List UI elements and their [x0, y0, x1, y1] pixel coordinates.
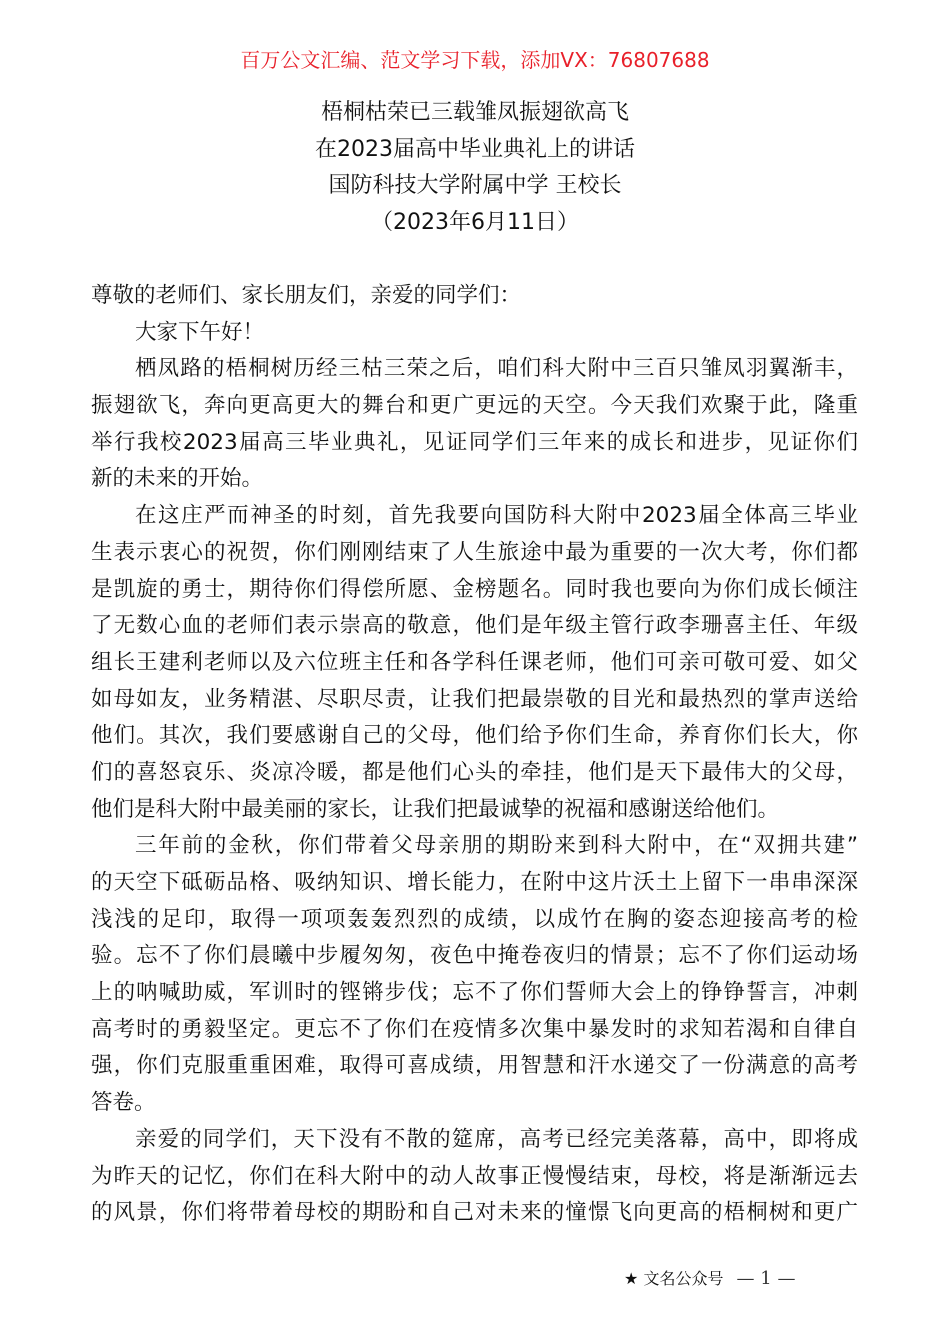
text-line: 他们。其次，我们要感谢自己的父母，他们给予你们生命，养育你们长大，你: [91, 723, 858, 749]
page-number: — 1 —: [736, 1268, 796, 1289]
text-line: 强，你们克服重重困难，取得可喜成绩，用智慧和汗水递交了一份满意的高考: [91, 1053, 858, 1079]
text-line: 了无数心血的老师们表示崇高的敬意，他们是年级主管行政李珊喜主任、年级: [91, 613, 858, 639]
text-line: 是凯旋的勇士，期待你们得偿所愿、金榜题名。同时我也要向为你们成长倾注: [91, 576, 858, 602]
text-line: 举行我校2023届高三毕业典礼，见证同学们三年来的成长和进步，见证你们: [91, 429, 858, 455]
title-subtitle: 在2023届高中毕业典礼上的讲话: [315, 136, 635, 162]
text-line: 三年前的金秋，你们带着父母亲朋的期盼来到科大附中，在“双拥共建”: [135, 833, 858, 859]
star-icon: ★: [624, 1269, 639, 1288]
footer-label: 文名公众号: [643, 1269, 724, 1288]
text-line: 浅浅的足印，取得一项项轰轰烈烈的成绩，以成竹在胸的姿态迎接高考的检: [91, 906, 858, 932]
text-line: 他们是科大附中最美丽的家长，让我们把最诚挚的祝福和感谢送给他们。: [91, 796, 780, 822]
title-speaker: 国防科技大学附属中学 王校长: [328, 173, 622, 199]
text-line: 验。忘不了你们晨曦中步履匆匆，夜色中掩卷夜归的情景；忘不了你们运动场: [91, 943, 858, 969]
text-line: 在这庄严而神圣的时刻，首先我要向国防科大附中2023届全体高三毕业: [135, 503, 858, 529]
text-line: 组长王建利老师以及六位班主任和各学科任课老师，他们可亲可敬可爱、如父: [91, 649, 858, 675]
text-line: 栖凤路的梧桐树历经三枯三荣之后，咱们科大附中三百只雏凤羽翼渐丰，: [135, 356, 858, 382]
text-line: 的风景，你们将带着母校的期盼和自己对未来的憧憬飞向更高的梧桐树和更广: [91, 1200, 858, 1226]
text-line: 为昨天的记忆，你们在科大附中的动人故事正慢慢结束，母校，将是渐渐远去: [91, 1163, 858, 1189]
text-line: 亲爱的同学们，天下没有不散的筵席，高考已经完美落幕，高中，即将成: [135, 1126, 858, 1152]
text-line: 尊敬的老师们、家长朋友们，亲爱的同学们：: [91, 283, 522, 308]
text-line: 新的未来的开始。: [91, 466, 264, 492]
title-date: （2023年6月11日）: [371, 210, 579, 236]
document-title-block: [0, 95, 950, 242]
page-footer: [624, 1266, 795, 1292]
watermark-banner: 百万公文汇编、范文学习下载，添加VX：76807688: [240, 48, 710, 72]
text-line: 答卷。: [91, 1090, 156, 1116]
paragraph: [91, 278, 858, 315]
text-line: 们的喜怒哀乐、炎凉冷暖，都是他们心头的牵挂，他们是天下最伟大的父母，: [91, 759, 858, 785]
paragraph: [91, 828, 858, 1122]
paragraph: [91, 315, 858, 352]
text-line: 上的呐喊助威，军训时的铿锵步伐；忘不了你们誓师大会上的铮铮誓言，冲刺: [91, 980, 858, 1006]
paragraph: [91, 1122, 858, 1232]
text-line: 的天空下砥砺品格、吸纳知识、增长能力，在附中这片沃土上留下一串串深深: [91, 870, 858, 895]
text-line: 高考时的勇毅坚定。更忘不了你们在疫情多次集中暴发时的求知若渴和自律自: [91, 1016, 858, 1042]
text-line: 大家下午好！: [135, 319, 265, 345]
title-main: 梧桐枯荣已三载雏凤振翅欲高飞: [320, 100, 629, 125]
paragraph: [91, 351, 858, 498]
text-line: 如母如友，业务精湛、尽职尽责，让我们把最崇敬的目光和最热烈的掌声送给: [91, 686, 858, 712]
document-body: [91, 278, 858, 1232]
text-line: 振翅欲飞，奔向更高更大的舞台和更广更远的天空。今天我们欢聚于此，隆重: [91, 393, 858, 419]
paragraph: [91, 498, 858, 828]
text-line: 生表示衷心的祝贺，你们刚刚结束了人生旅途中最为重要的一次大考，你们都: [91, 539, 858, 565]
